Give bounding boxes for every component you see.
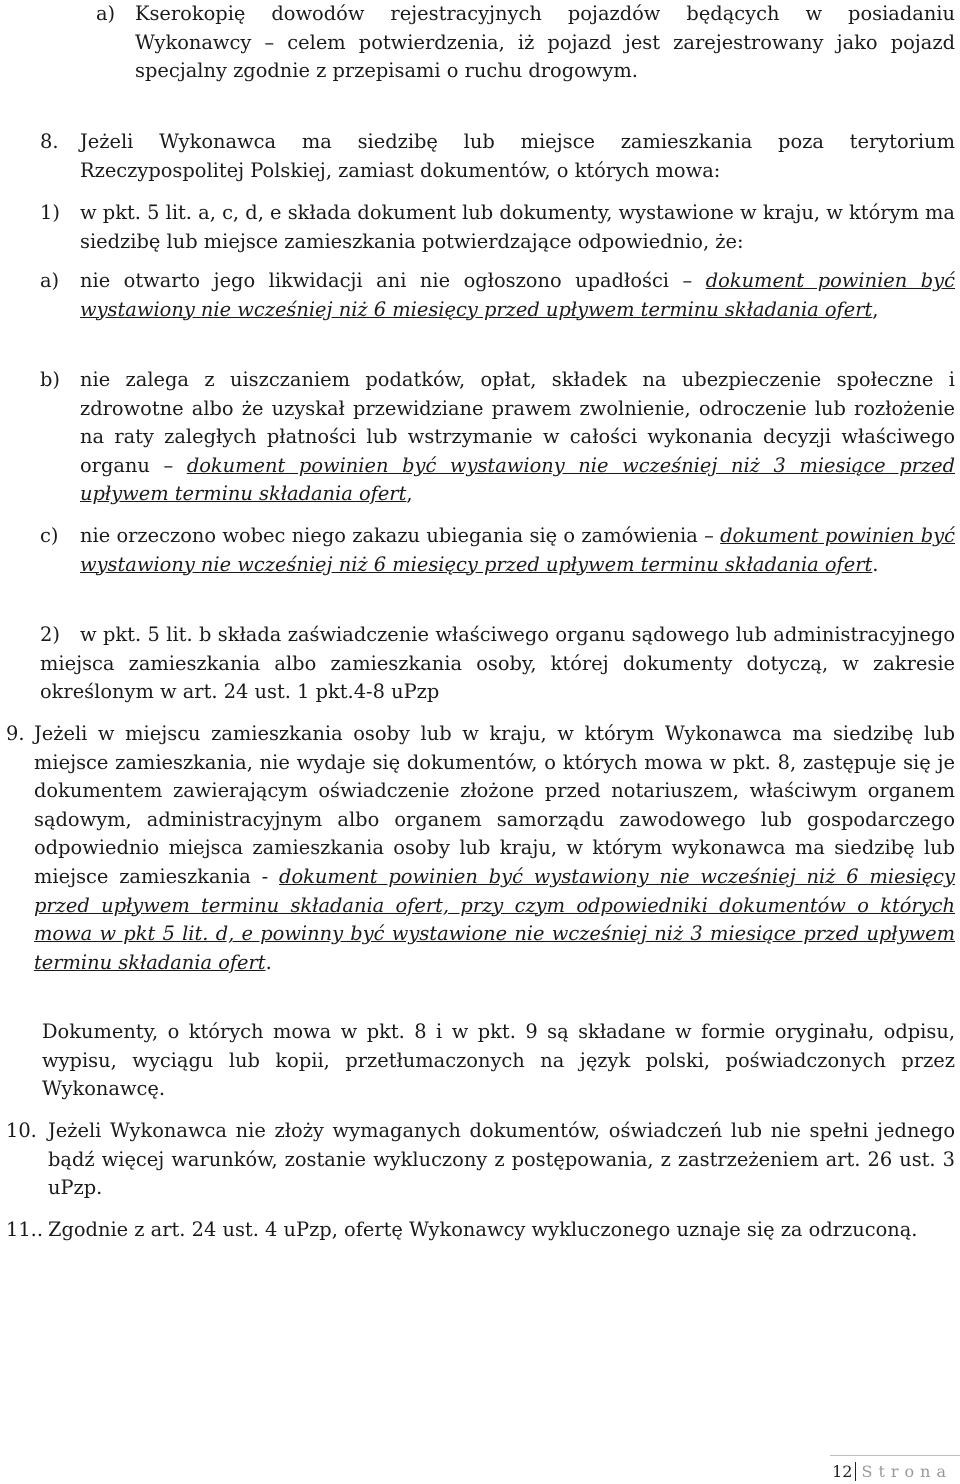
footer-separator bbox=[855, 1462, 856, 1481]
sub-2-label: 2) bbox=[40, 623, 60, 646]
deadline-note: dokument powinien być wystawiony nie wcześniej niż 6 miesięcy przed upływem terminu składania ofert bbox=[80, 524, 955, 576]
sub-2-text: w pkt. 5 lit. b składa zaświadczenie właściwego organu sądowego lub administracyjnego miejsca zamieszkania albo zamieszkania osoby, której dokumenty dotyczą, w zakresie określonym w art. 24 ust. 1 pkt.4-8 uPzp bbox=[40, 623, 955, 704]
page-number: 12 bbox=[832, 1462, 853, 1481]
point-11-text: Zgodnie z art. 24 ust. 4 uPzp, ofertę Wykonawcy wykluczonego uznaje się za odrzuconą. bbox=[48, 1218, 918, 1241]
footer-rule bbox=[830, 1455, 960, 1456]
point-9-text: Jeżeli w miejscu zamieszkania osoby lub w kraju, w którym Wykonawca ma siedzibę lub miejsce zamieszkania, nie wydaje się dokumentów, o których mowa w pkt. 8, zastępuje się je dokumentem zawierającym oświadczenie złożone przed notariuszem, właściwym organem sądowym, administracyjnym albo organem samorządu zawodowego lub gospodarczego odpowiednio miejsca zamieszkania osoby lub kraju, w którym wykonawca ma siedzibę lub miejsce zamieszkania - dokument powinien być wystawiony nie wcześniej niż 6 miesięcy przed upływem terminu składania ofert, przy czym odpowiedniki dokumentów o których mowa w pkt 5 lit. d, e powinny być wystawione nie wcześniej niż 3 miesiące przed upływem terminu składania ofert. bbox=[34, 722, 955, 974]
point-11-label: 11.. bbox=[6, 1218, 44, 1241]
page-word: Strona bbox=[861, 1462, 952, 1481]
sub-1b-label: b) bbox=[40, 368, 60, 391]
deadline-note: dokument powinien być wystawiony nie wcześniej niż 6 miesięcy przed upływem terminu składania ofert, przy czym odpowiedniki dokumentów o których mowa w pkt 5 lit. d, e powinny być wystawione nie wcześniej niż 3 miesiące przed upływem terminu składania ofert bbox=[34, 864, 955, 974]
sub-1a-text: nie otwarto jego likwidacji ani nie ogłoszono upadłości – dokument powinien być wystawiony nie wcześniej niż 6 miesięcy przed upływem terminu składania ofert, bbox=[80, 269, 955, 321]
page-footer bbox=[832, 1462, 952, 1482]
point-9-label: 9. bbox=[6, 722, 25, 745]
sub-1c-label: c) bbox=[40, 524, 59, 547]
point-10-label: 10. bbox=[6, 1119, 37, 1142]
sub-1a-label: a) bbox=[40, 269, 60, 292]
sub-1c-text: nie orzeczono wobec niego zakazu ubiegania się o zamówienia – dokument powinien być wystawiony nie wcześniej niż 6 miesięcy przed upływem terminu składania ofert. bbox=[80, 524, 955, 576]
point-10-text: Jeżeli Wykonawca nie złoży wymaganych dokumentów, oświadczeń lub nie spełni jednego bądź więcej warunków, zostanie wykluczony z postępowania, z zastrzeżeniem art. 26 ust. 3 uPzp. bbox=[48, 1119, 955, 1200]
sub-1-label: 1) bbox=[40, 201, 60, 224]
deadline-note: dokument powinien być wystawiony nie wcześniej niż 3 miesiące przed upływem terminu składania ofert bbox=[80, 453, 955, 506]
item-a-text: Kserokopię dowodów rejestracyjnych pojazdów będących w posiadaniu Wykonawcy – celem potwierdzenia, iż pojazd jest zarejestrowany jako pojazd specjalny zgodnie z przepisami o ruchu drogowym. bbox=[135, 2, 955, 83]
sub-1b-text: nie zalega z uiszczaniem podatków, opłat, składek na ubezpieczenie społeczne i zdrowotne albo że uzyskał przewidziane prawem zwolnienie, odroczenie lub rozłożenie na raty zaległych płatności lub wstrzymanie w całości wykonania decyzji właściwego organu – dokument powinien być wystawiony nie wcześniej niż 3 miesiące przed upływem terminu składania ofert, bbox=[80, 368, 955, 506]
point-8-text: Jeżeli Wykonawca ma siedzibę lub miejsce zamieszkania poza terytorium Rzeczypospolitej Polskiej, zamiast dokumentów, o których mowa: bbox=[80, 130, 955, 182]
item-a-label: a) bbox=[96, 2, 116, 25]
sub-1-text: w pkt. 5 lit. a, c, d, e składa dokument lub dokumenty, wystawione w kraju, w którym ma siedzibę lub miejsce zamieszkania potwierdzające odpowiednio, że: bbox=[80, 201, 955, 253]
documents-form-note: Dokumenty, o których mowa w pkt. 8 i w pkt. 9 są składane w formie oryginału, odpisu, wypisu, wyciągu lub kopii, przetłumaczonych na język polski, poświadczonych przez Wykonawcę. bbox=[42, 1020, 955, 1101]
deadline-note: dokument powinien być wystawiony nie wcześniej niż 6 miesięcy przed upływem terminu składania ofert bbox=[80, 269, 955, 321]
point-8-label: 8. bbox=[40, 130, 59, 153]
